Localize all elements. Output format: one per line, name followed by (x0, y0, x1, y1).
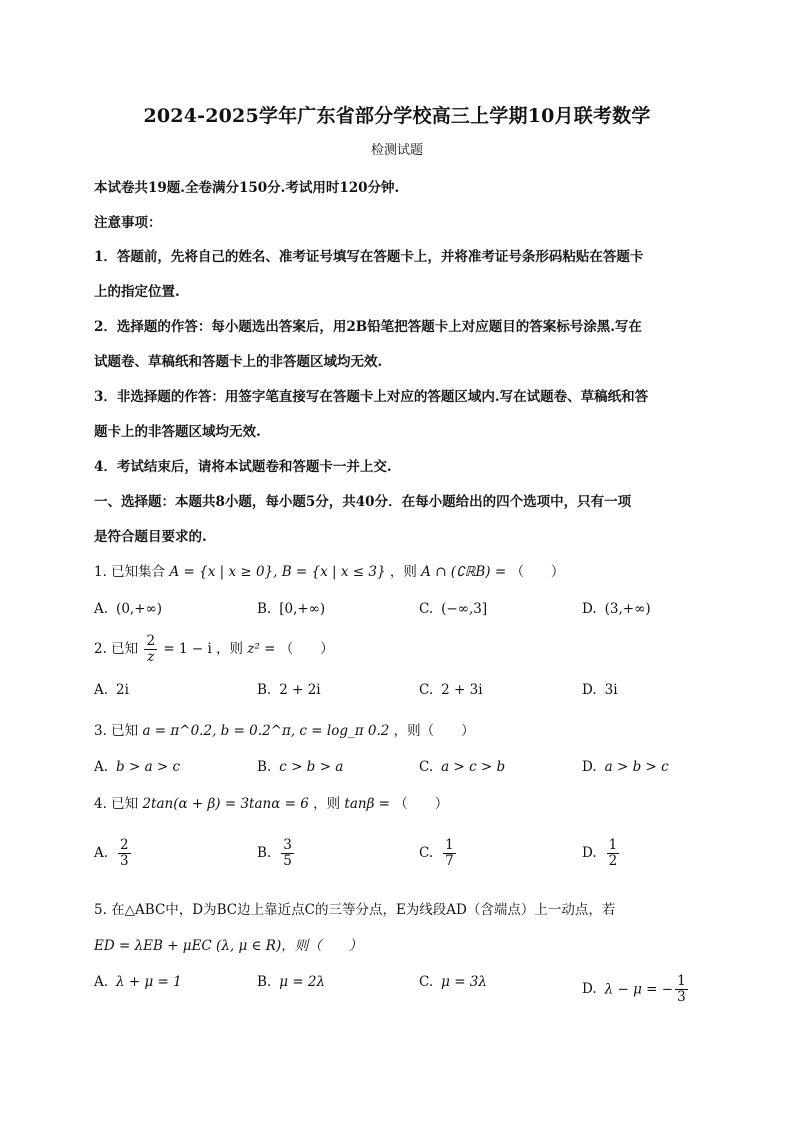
q4-expr: 2tan(α + β) = 3tanα = 6 (142, 796, 309, 812)
q5-vector-equation: ED = λEB + μEC (λ, μ ∈ R)，则（ ） (94, 938, 363, 954)
q2-paren: （ ） (279, 640, 334, 657)
q4-expr2: tanβ = (344, 796, 390, 812)
q1-options (94, 601, 704, 625)
note-line: 4．考试结束后，请将本试题卷和答题卡一并上交. (94, 459, 392, 475)
exam-subtitle: 检测试题 (370, 143, 423, 158)
q4-options (94, 838, 704, 878)
note-line: 2．选择题的作答：每小题选出答案后，用2B铅笔把答题卡上对应题目的答案标号涂黑.写在 (94, 319, 642, 335)
note-line: 题卡上的非答题区域均无效. (94, 424, 261, 440)
question-1 (94, 560, 704, 580)
note-line: 试题卷、草稿纸和答题卡上的非答题区域均无效. (94, 354, 383, 370)
q2-expr: = 1 − i (163, 640, 212, 657)
option-b: B. $\frac{3}{5}$ (257, 837, 292, 869)
question-5-line-2 (94, 934, 704, 954)
notice-heading: 注意事项： (94, 215, 162, 231)
exam-summary: 本试卷共19题.全卷满分150分.考试用时120分钟. (94, 180, 400, 196)
q1-suffix: ，则 (389, 564, 417, 580)
option-c: C. a > c > b (419, 759, 506, 775)
question-5-line-1: 5. 在△ABC中，D为BC边上靠近点C的三等分点，E为线段AD（含端点）上一动点，若 (94, 902, 616, 918)
q1-expr2: A ∩ (∁ℝB) = (421, 564, 507, 580)
option-b: B. μ = 2λ (257, 974, 326, 990)
option-b: B. c > b > a (257, 759, 344, 775)
q1-paren: （ ） (510, 564, 565, 580)
note-line: 上的指定位置. (94, 284, 180, 300)
q4-suffix: ，则 (313, 796, 341, 812)
option-d: D. a > b > c (582, 759, 669, 775)
section-heading: 一、选择题：本题共8小题，每小题5分，共40分．在每小题给出的四个选项中，只有一项 (94, 494, 632, 510)
option-a: A. b > a > c (94, 759, 181, 775)
q1-expr: A = {x | x ≥ 0}, B = {x | x ≤ 3} (169, 564, 386, 580)
q3-options (94, 759, 704, 783)
exam-title: 2024-2025学年广东省部分学校高三上学期10月联考数学 (143, 105, 651, 127)
q3-suffix: ，则（ ） (393, 723, 475, 739)
note-line: 3．非选择题的作答：用签字笔直接写在答题卡上对应的答题区域内.写在试题卷、草稿纸和答 (94, 389, 649, 405)
option-a: A. $\frac{2}{3}$ (94, 837, 129, 869)
option-a: A. 2i (94, 682, 129, 698)
q3-prefix: 3. 已知 (94, 723, 139, 739)
option-c: C. (−∞,3] (419, 601, 488, 617)
option-c: C. 2 + 3i (419, 682, 483, 698)
option-b: B. 2 + 2i (257, 682, 321, 698)
q5-options (94, 974, 704, 1014)
note-line: 1．答题前，先将自己的姓名、准考证号填写在答题卡上，并将准考证号条形码粘贴在答题卡 (94, 249, 644, 265)
section-heading-cont: 是符合题目要求的. (94, 529, 207, 545)
option-d: D. $\frac{1}{2}$ (582, 837, 618, 869)
question-3 (94, 719, 704, 739)
q2-prefix: 2. 已知 (94, 640, 139, 657)
option-c: C. μ = 3λ (419, 974, 487, 990)
q2-expr2: z² = (247, 640, 276, 657)
option-a: A. (0,+∞) (94, 601, 163, 617)
q2-fraction: $\frac{2}{z}$ (146, 633, 156, 665)
q4-paren: （ ） (394, 796, 449, 812)
option-c: C. $\frac{1}{7}$ (419, 837, 454, 869)
question-2 (94, 634, 704, 665)
q1-prefix: 1. 已知集合 (94, 564, 166, 580)
option-d: D. 3i (582, 682, 618, 698)
option-a: A. λ + μ = 1 (94, 974, 182, 990)
option-d: D. (3,+∞) (582, 601, 651, 617)
option-d: D. λ − μ = − $\frac{1}{3}$ (582, 973, 686, 1005)
q3-expr: a = π^0.2, b = 0.2^π, c = log_π 0.2 (142, 723, 390, 739)
question-4 (94, 792, 704, 812)
option-b: B. [0,+∞) (257, 601, 326, 617)
q4-prefix: 4. 已知 (94, 796, 139, 812)
q2-options (94, 682, 704, 706)
q2-suffix: ，则 (216, 640, 244, 657)
